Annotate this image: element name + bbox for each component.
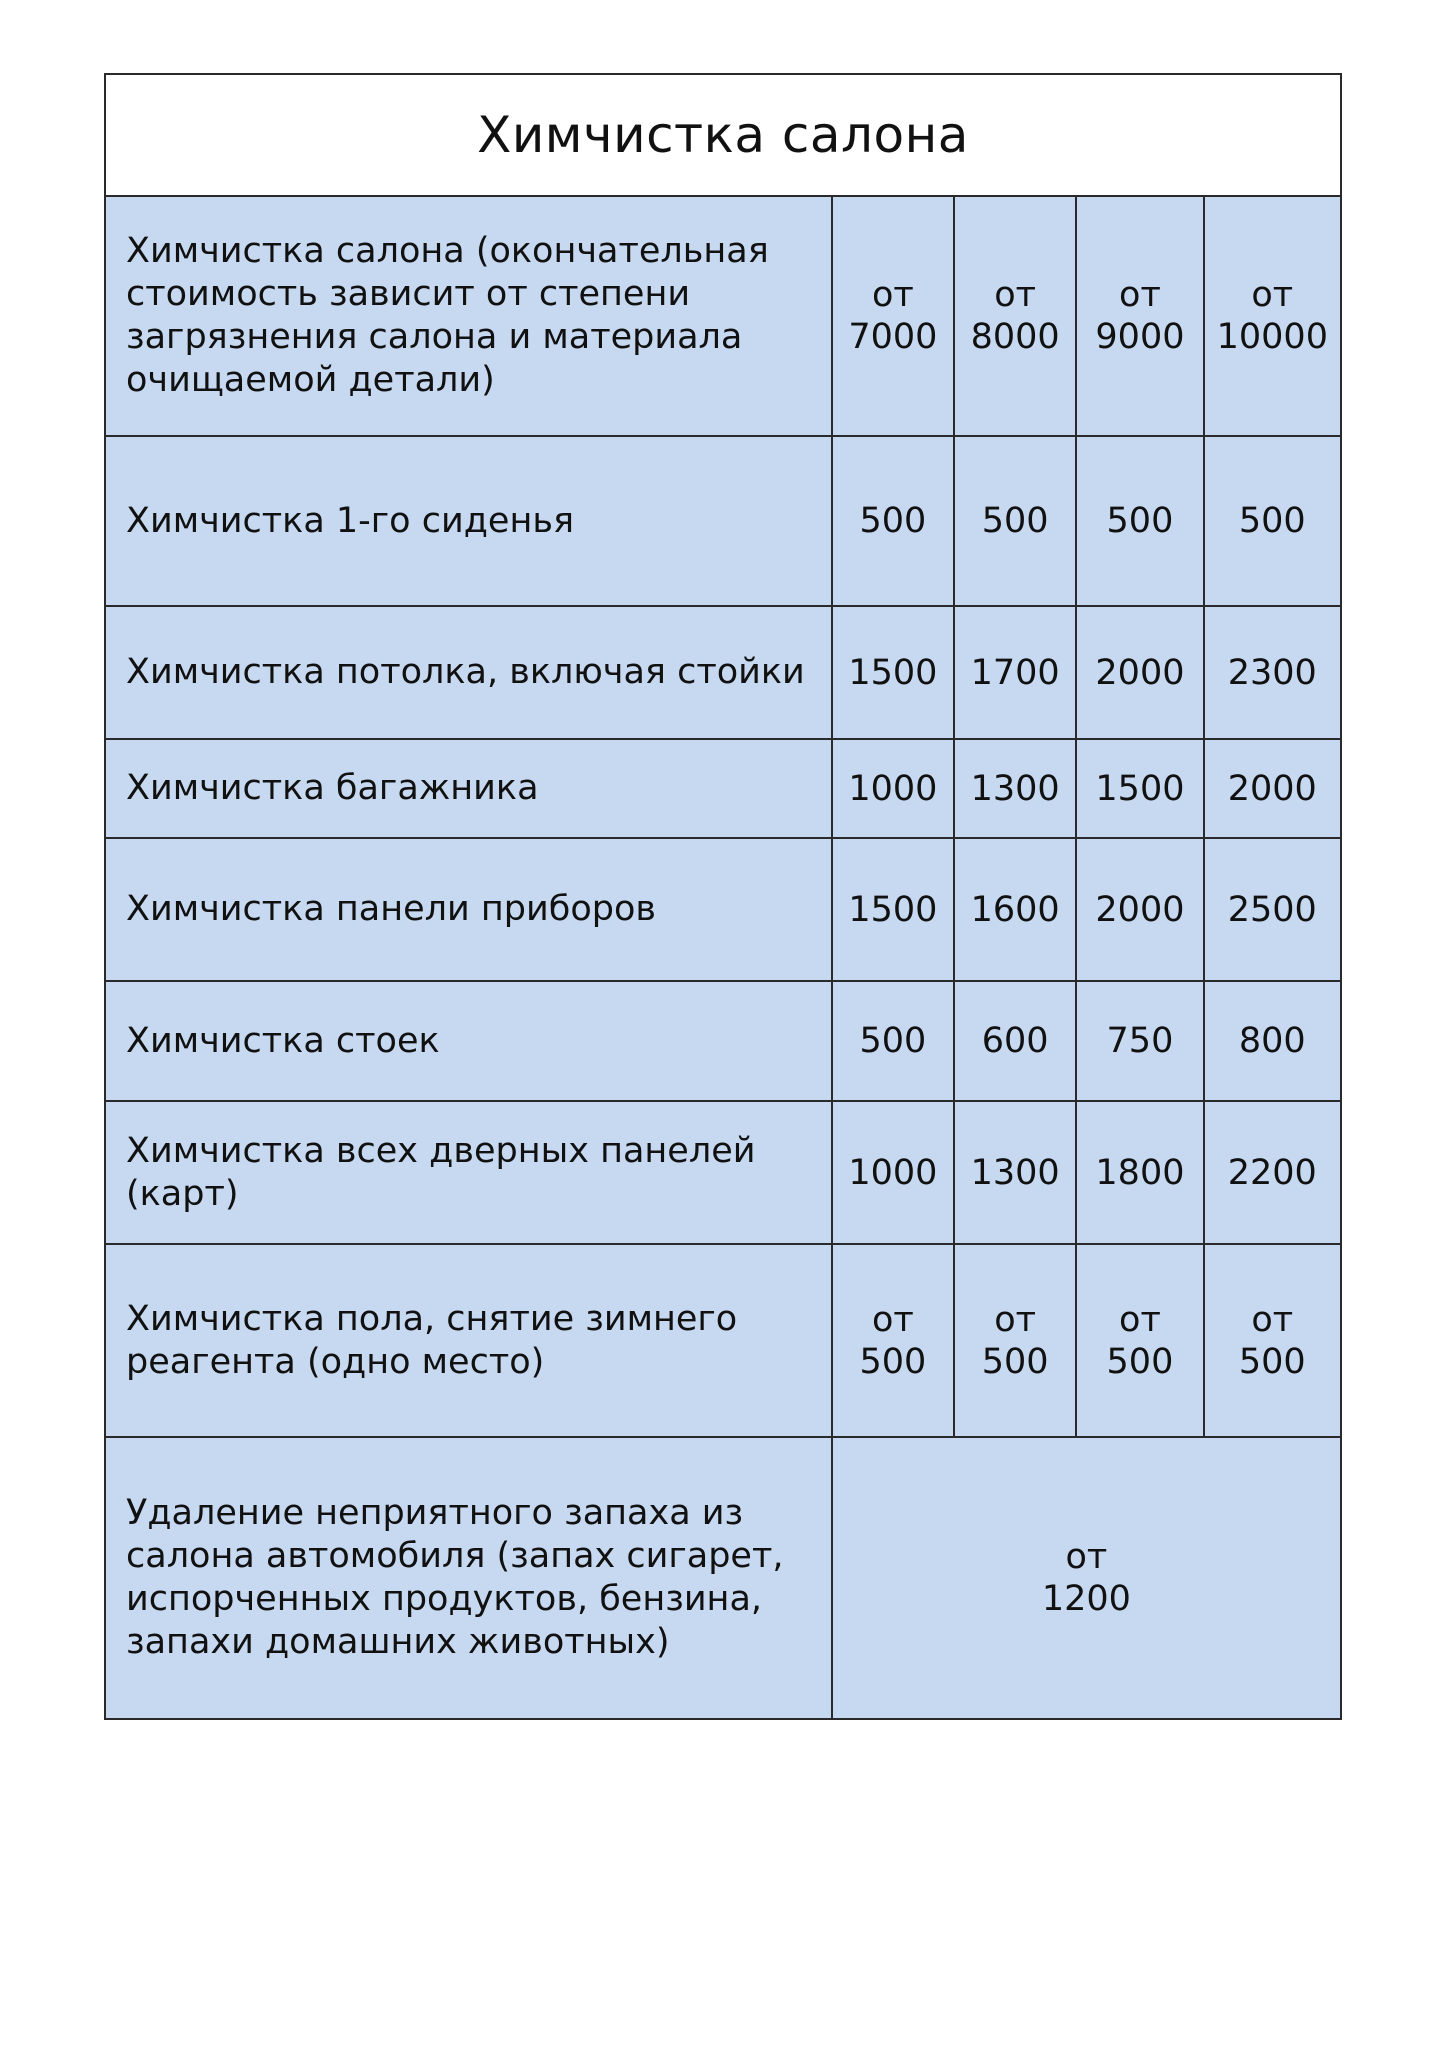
price-cell (1204, 739, 1341, 838)
price-value: 1600 (970, 889, 1060, 930)
price-cell (832, 606, 954, 739)
price-value: 500 (859, 1021, 927, 1061)
service-name: Химчистка багажника (105, 739, 832, 838)
title-row (105, 74, 1341, 196)
price-value: 1300 (970, 768, 1060, 809)
price-value: 2000 (1095, 889, 1185, 930)
price-prefix: от (871, 1299, 914, 1340)
price-value: 750 (1106, 1021, 1174, 1061)
service-name: Химчистка салона (окончательная стоимость зависит от степени загрязнения салона и материала очищаемой детали) (105, 196, 832, 436)
price-prefix: от (994, 1299, 1037, 1340)
price-value: 500 (981, 1341, 1049, 1382)
price-value: 1300 (970, 1152, 1060, 1193)
table-row (105, 838, 1341, 981)
price-cell (954, 436, 1076, 606)
price-table (104, 73, 1342, 1720)
price-value: 1800 (1095, 1152, 1185, 1193)
price-cell (1204, 838, 1341, 981)
table-row (105, 739, 1341, 838)
price-cell (832, 196, 954, 436)
service-name: Химчистка стоек (105, 981, 832, 1101)
price-cell (1204, 196, 1341, 436)
price-cell (1076, 981, 1203, 1101)
price-cell (832, 436, 954, 606)
price-prefix: от (1251, 1299, 1294, 1340)
price-cell (1076, 436, 1203, 606)
price-cell (1076, 196, 1203, 436)
price-value: 2200 (1227, 1152, 1317, 1193)
price-value: 500 (981, 501, 1049, 541)
service-name: Химчистка панели приборов (105, 838, 832, 981)
price-cell (1076, 1244, 1203, 1437)
price-prefix: от (994, 275, 1037, 315)
service-name: Удаление неприятного запаха из салона автомобиля (запах сигарет, испорченных продуктов, бензина, запахи домашних животных) (105, 1437, 832, 1719)
table-row (105, 606, 1341, 739)
price-value: 600 (981, 1021, 1049, 1061)
price-cell (832, 739, 954, 838)
price-cell (954, 838, 1076, 981)
service-name: Химчистка потолка, включая стойки (105, 606, 832, 739)
price-prefix: от (1065, 1537, 1108, 1577)
price-cell (1204, 1101, 1341, 1244)
price-cell (1204, 981, 1341, 1101)
price-value: 800 (1238, 1021, 1306, 1061)
price-value: 1500 (1095, 768, 1185, 809)
price-cell (954, 606, 1076, 739)
price-cell (954, 1101, 1076, 1244)
price-value: 2000 (1095, 652, 1185, 693)
price-prefix: от (1119, 1299, 1161, 1340)
price-value: 2000 (1227, 768, 1317, 809)
table-row (105, 196, 1341, 436)
price-cell (954, 739, 1076, 838)
table-row (105, 981, 1341, 1101)
price-cell (954, 981, 1076, 1101)
price-value: 500 (1106, 501, 1174, 541)
price-cell (1076, 606, 1203, 739)
price-prefix: от (1251, 275, 1294, 315)
price-cell (832, 1101, 954, 1244)
price-cell (832, 1244, 954, 1437)
price-value: 1700 (970, 652, 1060, 693)
price-value: 1500 (848, 652, 938, 693)
price-value: 2500 (1227, 889, 1317, 930)
price-value: 500 (859, 501, 927, 541)
price-cell (954, 196, 1076, 436)
price-value: 500 (1106, 1341, 1174, 1382)
price-value: 9000 (1095, 317, 1185, 357)
table-row (105, 1101, 1341, 1244)
table-row (105, 1437, 1341, 1719)
price-value: 2300 (1227, 652, 1317, 693)
price-cell (832, 1437, 1341, 1719)
service-name: Химчистка 1-го сиденья (105, 436, 832, 606)
price-cell (954, 1244, 1076, 1437)
price-cell (1204, 436, 1341, 606)
price-value: 1200 (1041, 1579, 1131, 1619)
price-prefix: от (871, 275, 914, 315)
price-value: 500 (1238, 1341, 1306, 1382)
price-cell (1076, 838, 1203, 981)
price-value: 1500 (848, 889, 938, 930)
table-row (105, 436, 1341, 606)
table-title: Химчистка салона (105, 74, 1341, 196)
price-value: 1000 (848, 768, 938, 809)
price-cell (1204, 606, 1341, 739)
price-value: 1000 (848, 1152, 938, 1193)
price-value: 7000 (848, 317, 938, 357)
price-value: 10000 (1216, 317, 1328, 357)
price-cell (1076, 1101, 1203, 1244)
price-prefix: от (1119, 275, 1161, 315)
service-name: Химчистка пола, снятие зимнего реагента (одно место) (105, 1244, 832, 1437)
price-cell (1204, 1244, 1341, 1437)
service-name: Химчистка всех дверных панелей (карт) (105, 1101, 832, 1244)
table-row (105, 1244, 1341, 1437)
price-cell (1076, 739, 1203, 838)
price-value: 8000 (970, 317, 1060, 357)
price-cell (832, 838, 954, 981)
price-value: 500 (1238, 501, 1306, 541)
price-value: 500 (859, 1341, 927, 1382)
price-cell (832, 981, 954, 1101)
